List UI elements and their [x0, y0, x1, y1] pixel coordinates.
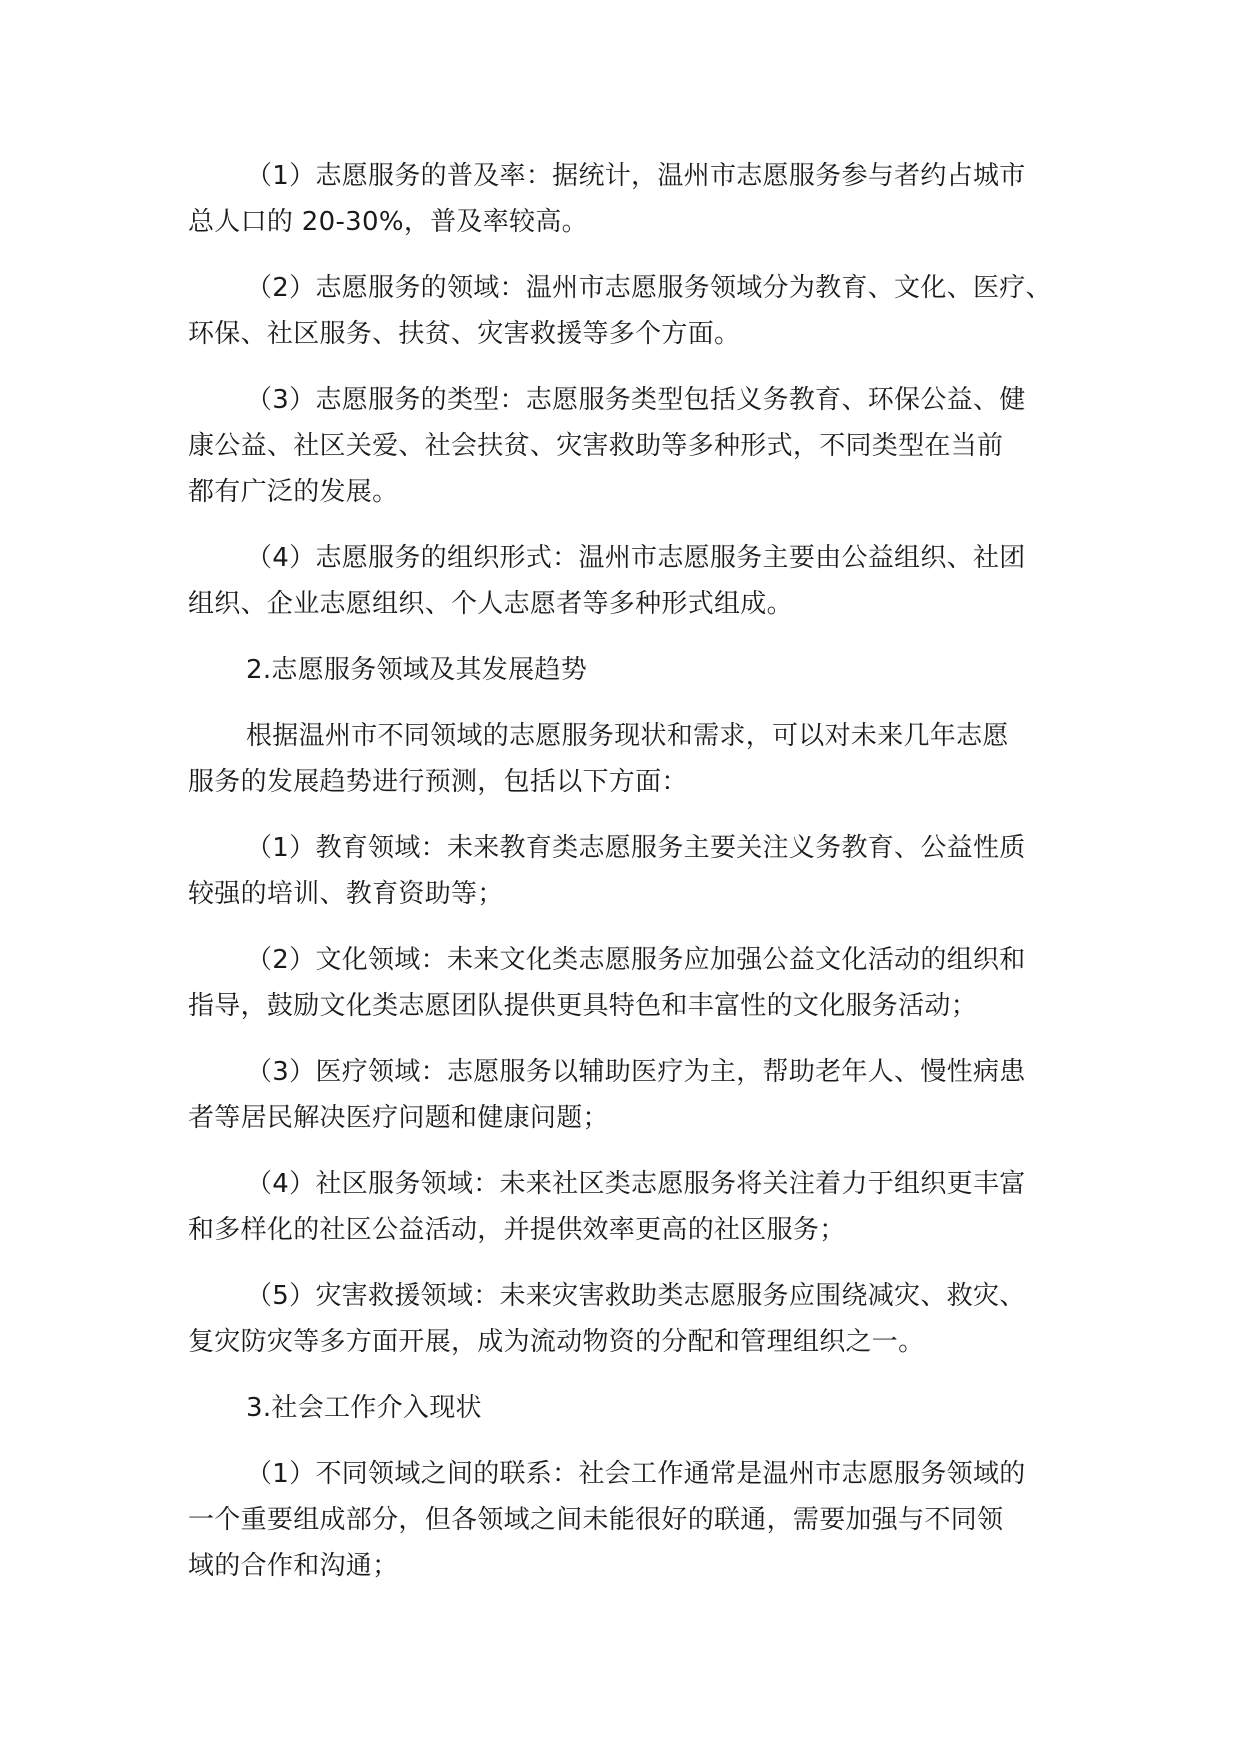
paragraph-line: （1）教育领域：未来教育类志愿服务主要关注义务教育、公益性质: [246, 833, 1026, 863]
paragraph-line: 指导，鼓励文化类志愿团队提供更具特色和丰富性的文化服务活动；: [188, 991, 978, 1021]
paragraph-line: （3）志愿服务的类型：志愿服务类型包括义务教育、环保公益、健: [246, 385, 1026, 415]
paragraph-line: 复灾防灾等多方面开展，成为流动物资的分配和管理组织之一。: [188, 1327, 925, 1357]
section-heading: 3.社会工作介入现状: [246, 1393, 482, 1423]
section-heading: 2.志愿服务领域及其发展趋势: [246, 655, 588, 685]
paragraph-line: （1）不同领域之间的联系：社会工作通常是温州市志愿服务领域的: [246, 1459, 1026, 1489]
paragraph-line: 组织、企业志愿组织、个人志愿者等多种形式组成。: [188, 589, 793, 619]
paragraph-line: 根据温州市不同领域的志愿服务现状和需求，可以对未来几年志愿: [246, 721, 1009, 751]
paragraph-line: （2）志愿服务的领域：温州市志愿服务领域分为教育、文化、医疗、: [246, 273, 1052, 303]
paragraph-line: 者等居民解决医疗问题和健康问题；: [188, 1103, 609, 1133]
paragraph-line: （3）医疗领域：志愿服务以辅助医疗为主，帮助老年人、慢性病患: [246, 1057, 1026, 1087]
paragraph-line: 环保、社区服务、扶贫、灾害救援等多个方面。: [188, 319, 741, 349]
paragraph-line: （1）志愿服务的普及率：据统计，温州市志愿服务参与者约占城市: [246, 161, 1026, 191]
paragraph-line: （2）文化领域：未来文化类志愿服务应加强公益文化活动的组织和: [246, 945, 1026, 975]
paragraph-line: 都有广泛的发展。: [188, 477, 399, 507]
paragraph-line: 和多样化的社区公益活动，并提供效率更高的社区服务；: [188, 1215, 846, 1245]
paragraph-line: 康公益、社区关爱、社会扶贫、灾害救助等多种形式，不同类型在当前: [188, 431, 1004, 461]
paragraph-line: 服务的发展趋势进行预测，包括以下方面：: [188, 767, 688, 797]
paragraph-line: （4）志愿服务的组织形式：温州市志愿服务主要由公益组织、社团: [246, 543, 1026, 573]
paragraph-line: （5）灾害救援领域：未来灾害救助类志愿服务应围绕减灾、救灾、: [246, 1281, 1026, 1311]
paragraph-line: 总人口的 20-30%，普及率较高。: [188, 207, 588, 237]
paragraph-line: 域的合作和沟通；: [188, 1551, 399, 1581]
paragraph-line: （4）社区服务领域：未来社区类志愿服务将关注着力于组织更丰富: [246, 1169, 1026, 1199]
paragraph-line: 较强的培训、教育资助等；: [188, 879, 504, 909]
paragraph-line: 一个重要组成部分，但各领域之间未能很好的联通，需要加强与不同领: [188, 1505, 1004, 1535]
